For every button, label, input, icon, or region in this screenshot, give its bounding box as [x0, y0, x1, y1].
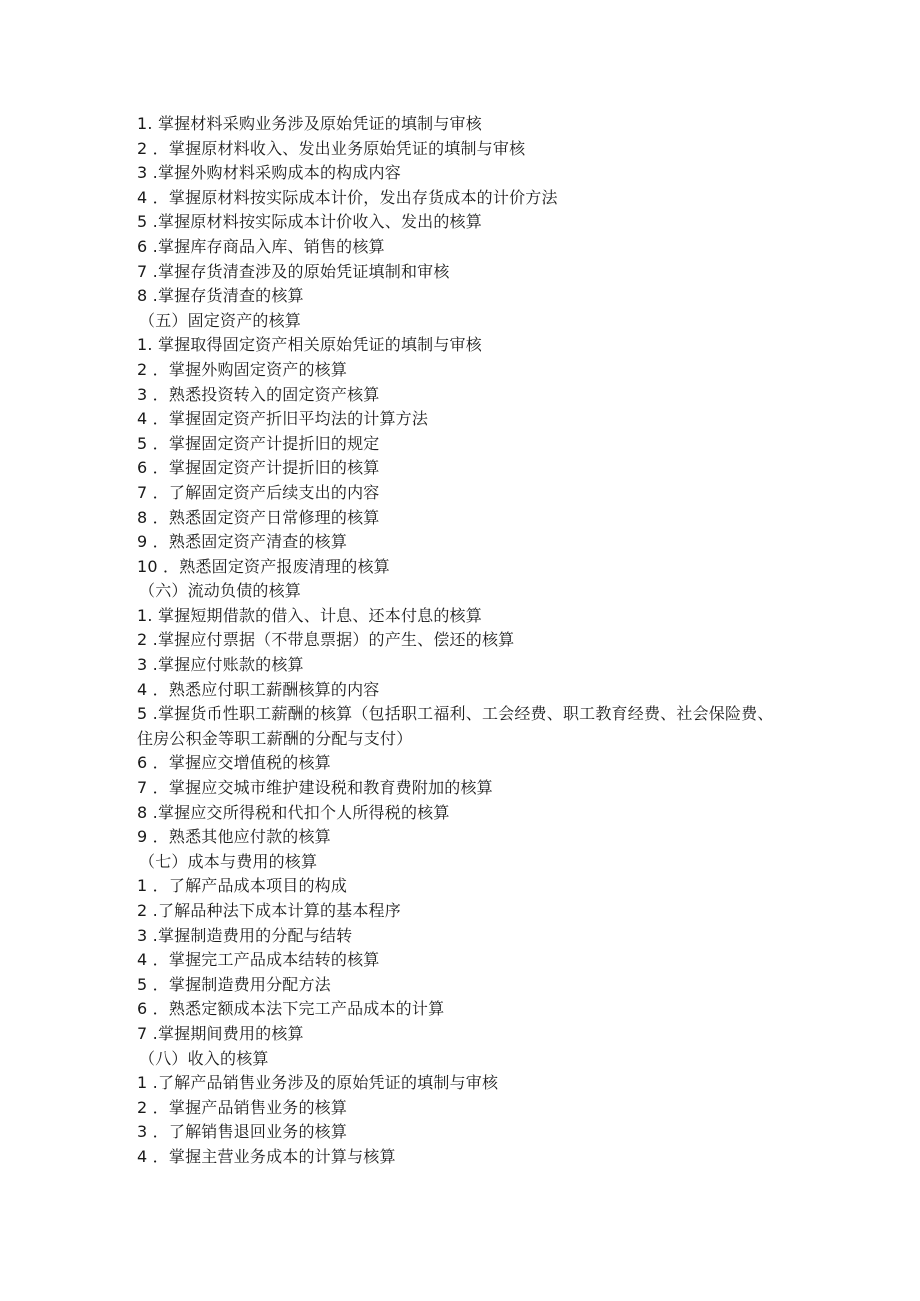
list-item: 4 ．掌握主营业务成本的计算与核算 [137, 1146, 396, 1166]
list-item: 3 ．熟悉投资转入的固定资产核算 [137, 384, 380, 404]
list-item: 7 ．掌握应交城市维护建设税和教育费附加的核算 [137, 778, 493, 798]
list-item: 8 ．熟悉固定资产日常修理的核算 [137, 507, 380, 527]
list-item: 8 .掌握应交所得税和代扣个人所得税的核算 [137, 802, 450, 822]
list-item: 3 .掌握外购材料采购成本的构成内容 [137, 163, 401, 183]
section-heading: （六）流动负债的核算 [139, 581, 302, 601]
list-item: 1 ．了解产品成本项目的构成 [137, 876, 348, 896]
list-item: 2 ．掌握产品销售业务的核算 [137, 1097, 348, 1117]
list-item: 3 .掌握制造费用的分配与结转 [137, 925, 353, 945]
list-item: 5 .掌握货币性职工薪酬的核算（包括职工福利、工会经费、职工教育经费、社会保险费、住房公积金等职工薪酬的分配与支付） [137, 704, 774, 748]
list-item: 7 .掌握存货清查涉及的原始凭证填制和审核 [137, 261, 450, 281]
document-body [137, 112, 787, 1170]
list-item: 4 ．掌握完工产品成本结转的核算 [137, 950, 380, 970]
list-item: 2 .了解品种法下成本计算的基本程序 [137, 901, 401, 920]
section-heading: （五）固定资产的核算 [139, 310, 302, 330]
list-item: 5 ．掌握制造费用分配方法 [137, 974, 331, 994]
list-item: 7 ．了解固定资产后续支出的内容 [137, 482, 380, 502]
list-item: 5 .掌握原材料按实际成本计价收入、发出的核算 [137, 212, 482, 232]
list-item: 10 ．熟悉固定资产报废清理的核算 [137, 556, 390, 576]
list-item: 6 ．熟悉定额成本法下完工产品成本的计算 [137, 999, 445, 1019]
list-item: 3 ．了解销售退回业务的核算 [137, 1122, 348, 1142]
list-item: 1. 掌握材料采购业务涉及原始凭证的填制与审核 [137, 114, 482, 133]
list-item: 9 ．熟悉其他应付款的核算 [137, 827, 331, 847]
list-item: 8 .掌握存货清查的核算 [137, 286, 304, 306]
list-item: 4 ．熟悉应付职工薪酬核算的内容 [137, 679, 380, 699]
section-heading: （七）成本与费用的核算 [139, 851, 318, 871]
list-item: 6 ．掌握应交增值税的核算 [137, 753, 331, 773]
list-item: 5 ．掌握固定资产计提折旧的规定 [137, 433, 380, 453]
list-item: 7 .掌握期间费用的核算 [137, 1023, 304, 1043]
list-item: 6 .掌握库存商品入库、销售的核算 [137, 236, 385, 256]
list-item: 4 ．掌握原材料按实际成本计价，发出存货成本的计价方法 [137, 187, 558, 207]
list-item: 1. 掌握短期借款的借入、计息、还本付息的核算 [137, 605, 482, 625]
list-item: 2 ．掌握原材料收入、发出业务原始凭证的填制与审核 [137, 138, 526, 158]
section-heading: （八）收入的核算 [139, 1048, 269, 1068]
list-item: 3 .掌握应付账款的核算 [137, 655, 304, 675]
list-item: 1 .了解产品销售业务涉及的原始凭证的填制与审核 [137, 1073, 499, 1093]
list-item: 1. 掌握取得固定资产相关原始凭证的填制与审核 [137, 335, 482, 355]
list-item: 2 ．掌握外购固定资产的核算 [137, 359, 348, 379]
list-item: 2 .掌握应付票据（不带息票据）的产生、偿还的核算 [137, 630, 515, 650]
list-item: 9 ．熟悉固定资产清查的核算 [137, 532, 348, 552]
list-item: 4 ．掌握固定资产折旧平均法的计算方法 [137, 409, 429, 429]
list-item: 6 ．掌握固定资产计提折旧的核算 [137, 458, 380, 478]
